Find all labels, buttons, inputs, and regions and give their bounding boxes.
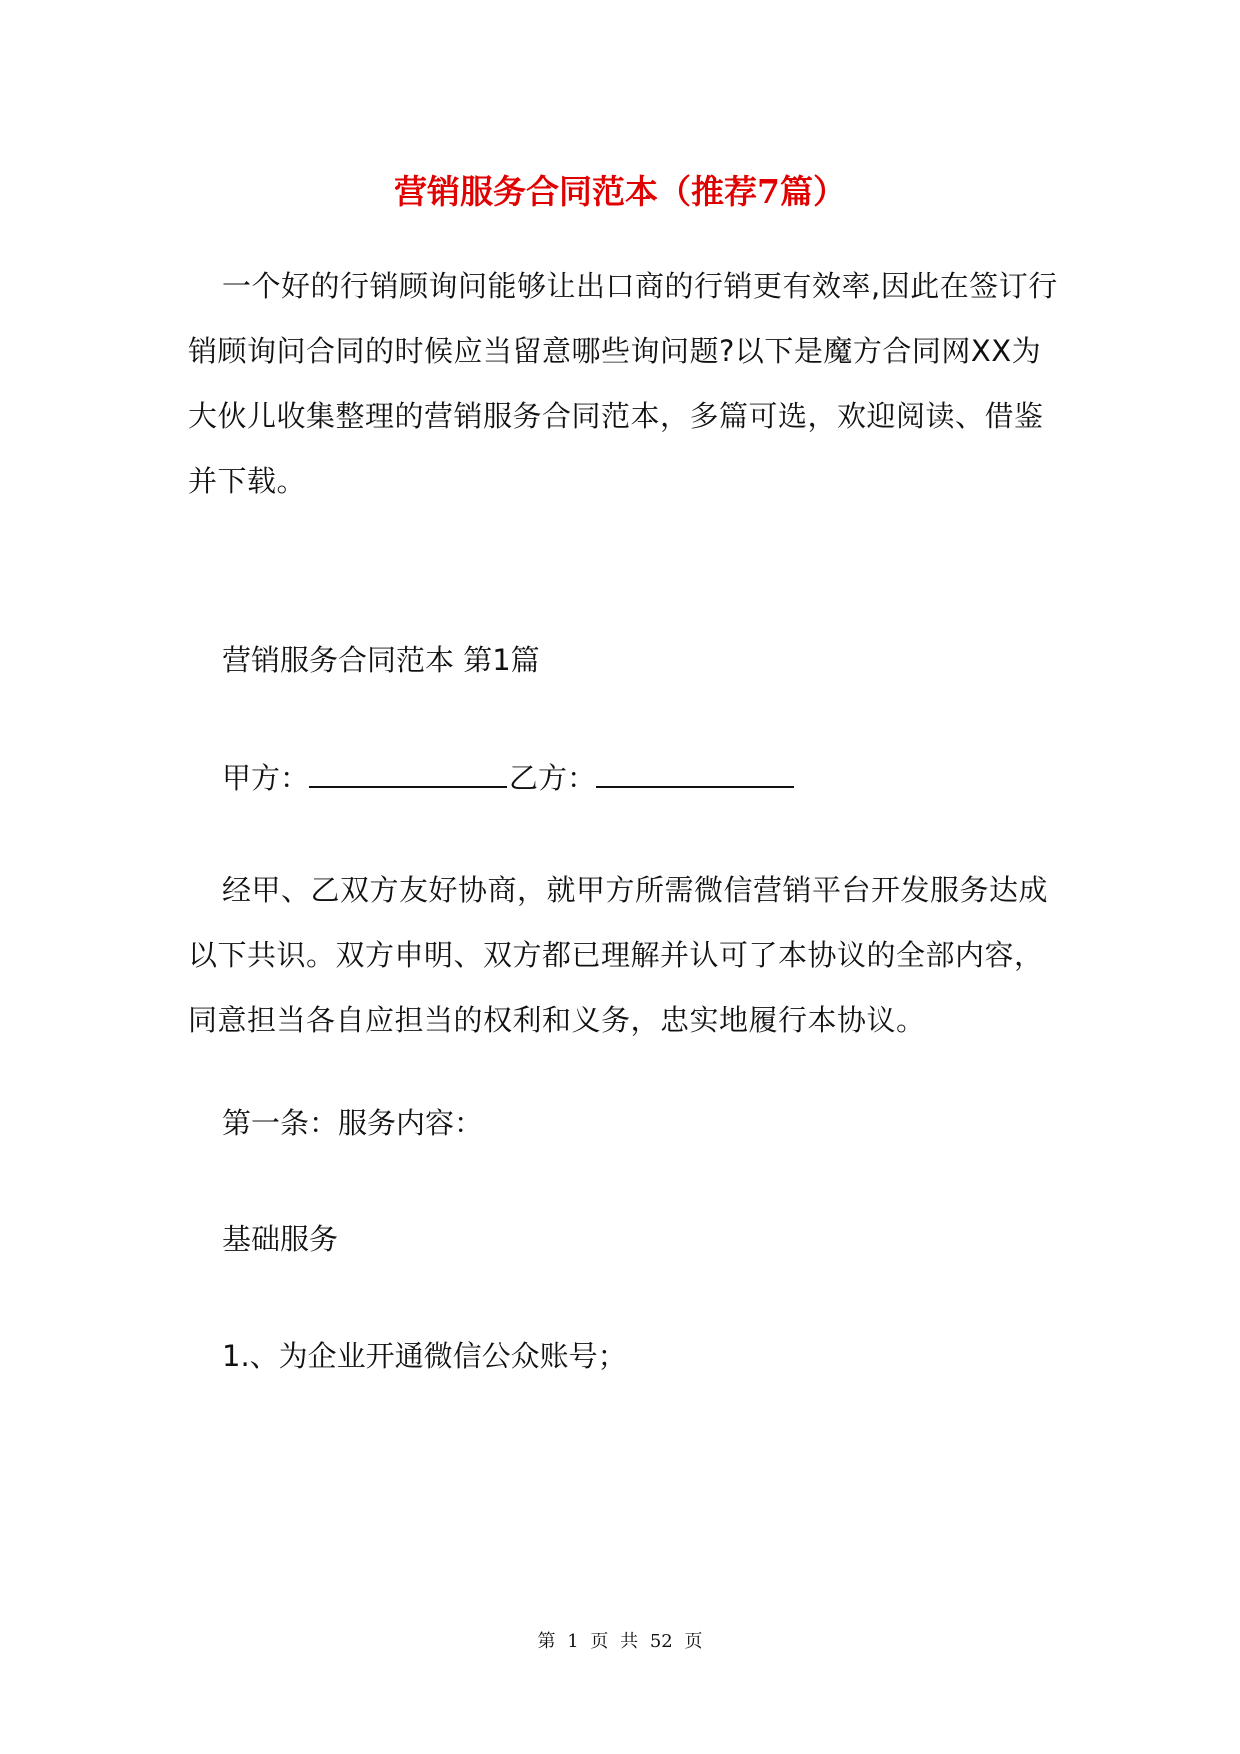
party-b-label: 乙方： bbox=[509, 761, 597, 795]
document-title: 营销服务合同范本（推荐7篇） bbox=[394, 172, 846, 211]
party-a-blank[interactable] bbox=[309, 756, 507, 788]
list-item: 1.、为企业开通微信公众账号； bbox=[222, 1339, 627, 1373]
intro-paragraph: 一个好的行销顾询问能够让出口商的行销更有效率,因此在签订行销顾询问合同的时候应当留意哪些询问题?以下是魔方合同网XX为大伙儿收集整理的营销服务合同范本，多篇可选，欢迎阅读、借鉴并下载。 bbox=[188, 269, 1058, 498]
article-1-heading: 第一条：服务内容： bbox=[222, 1106, 484, 1140]
page-indicator: 第 1 页 共 52 页 bbox=[537, 1631, 703, 1652]
basic-services-heading: 基础服务 bbox=[222, 1222, 339, 1256]
party-b-blank[interactable] bbox=[596, 756, 794, 788]
section-heading: 营销服务合同范本 第1篇 bbox=[222, 643, 540, 677]
parties-line bbox=[222, 756, 796, 798]
agreement-paragraph: 经甲、乙双方友好协商，就甲方所需微信营销平台开发服务达成以下共识。双方申明、双方都已理解并认可了本协议的全部内容，同意担当各自应担当的权利和义务，忠实地履行本协议。 bbox=[188, 873, 1049, 1037]
party-a-label: 甲方： bbox=[222, 761, 310, 795]
